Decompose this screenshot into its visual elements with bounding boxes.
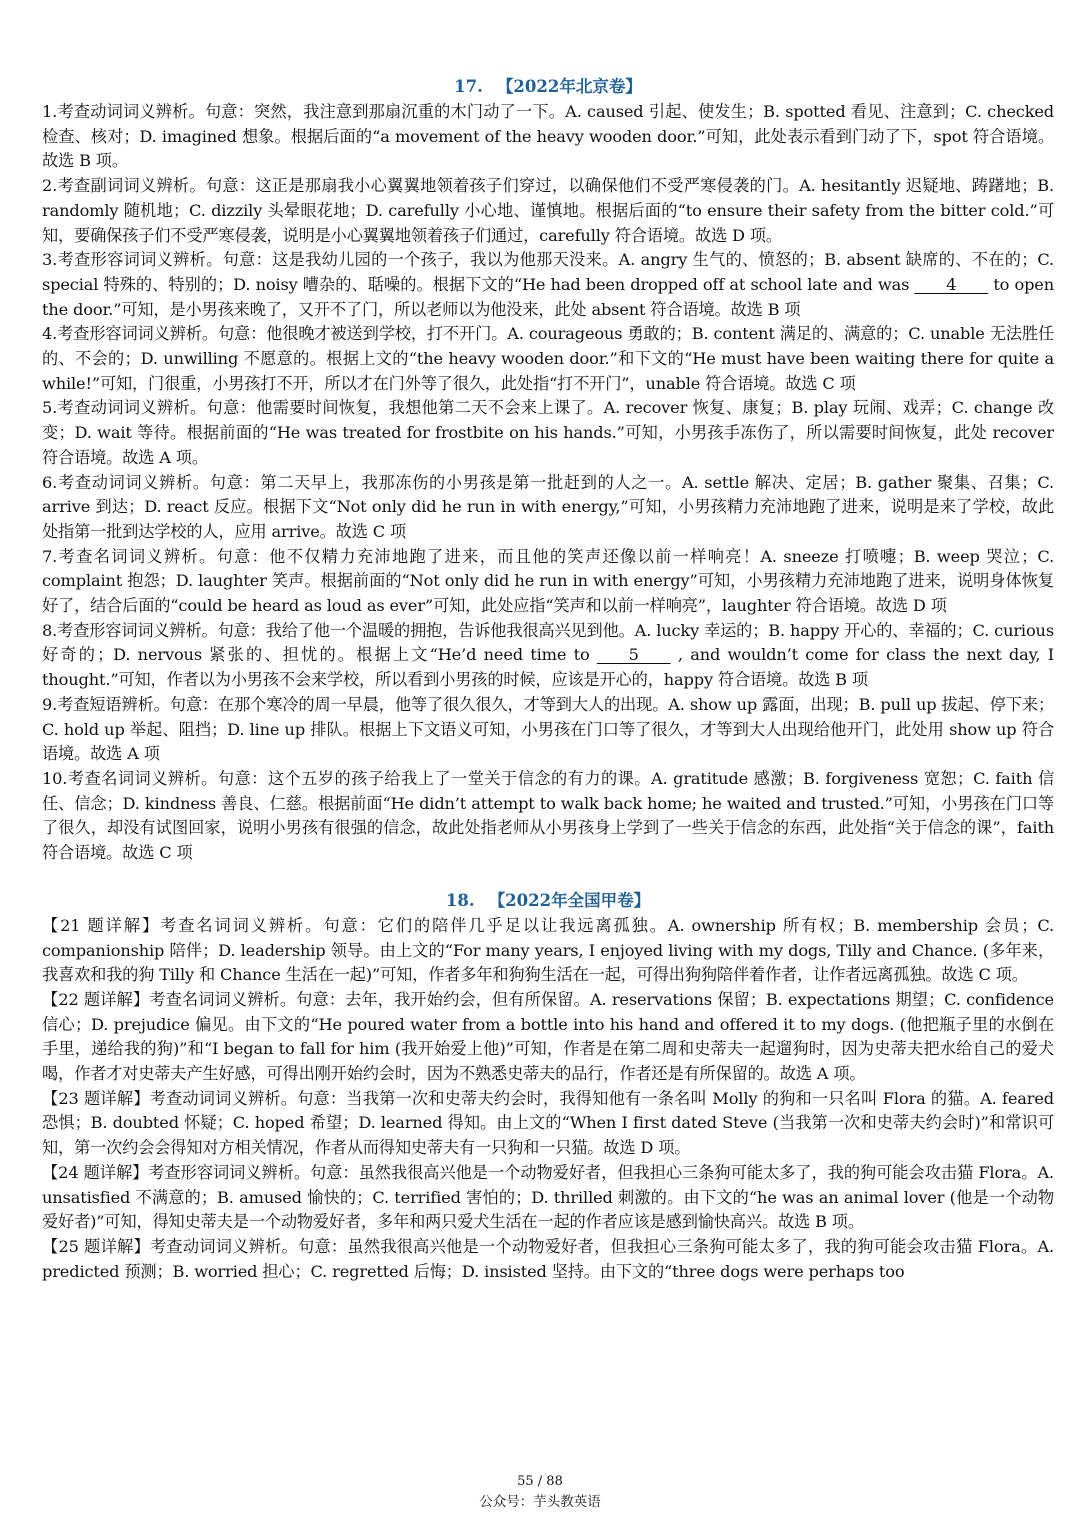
page-source: 公众号：芋头教英语 [479, 1494, 601, 1510]
document-page [42, 74, 1054, 1284]
answer-item-8 [42, 619, 1054, 693]
section-17-number: 17. [454, 77, 483, 96]
section-17-heading [42, 74, 1054, 100]
answer-item-4: 4.考查形容词词义辨析。句意：他很晚才被送到学校，打不开门。A. courageous 勇敢的；B. content 满足的、满意的；C. unable 无法胜任的、不会的；D. unwilling 不愿意的。根据上文的“the heavy wooden door.”和下文的“He must have been waiting there for quite a while!”可知，门很重，小男孩打不开，所以才在门外等了很久，此处指“打不开门”，unable 符合语境。故选 C 项 [42, 324, 1054, 393]
answer-item-3 [42, 248, 1054, 322]
answer-item-9: 9.考查短语辨析。句意：在那个寒冷的周一早晨，他等了很久很久，才等到大人的出现。A. show up 露面，出现；B. pull up 拔起、停下来；C. hold up 举起、阻挡；D. line up 排队。根据上下文语义可知，小男孩在门口等了很久，才等到大人出现给他开门，此处用 show up 符合语境。故选 A 项 [42, 694, 1054, 764]
answer-item-3-blank: ____4____ [914, 274, 989, 294]
answer-item-2: 2.考查副词词义辨析。句意：这正是那扇我小心翼翼地领着孩子们穿过，以确保他们不受严寒侵袭的门。A. hesitantly 迟疑地、踌躇地；B. randomly 随机地；C. dizzily 头晕眼花地；D. carefully 小心地、谨慎地。根据后面的“to ensure their safety from the bitter cold.”可知，要确保孩子们不受严寒侵袭，说明是小心翼翼地领着孩子们通过，carefully 符合语境。故选 D 项。 [42, 176, 1054, 245]
answer-item-10: 10.考查名词词义辨析。句意：这个五岁的孩子给我上了一堂关于信念的有力的课。A. gratitude 感激；B. forgiveness 宽恕；C. faith 信任、信念；D. kindness 善良、仁慈。根据前面“He didn’t attempt to walk back home; he waited and trusted.”可知，小男孩在门口等了很久，却没有试图回家，说明小男孩有很强的信念，故此处指老师从小男孩身上学到了一些关于信念的东西，此处指“关于信念的课”，faith 符合语境。故选 C 项 [42, 768, 1054, 863]
detail-item-22: 【22 题详解】考查名词词义辨析。句意：去年，我开始约会，但有所保留。A. reservations 保留；B. expectations 期望；C. confidence 信心；D. prejudice 偏见。由下文的“He poured water from a bottle into his hand and offered it to my dogs. (他把瓶子里的水倒在手里，递给我的狗)”和“I began to fall for him (我开始爱上他)”可知，作者是在第二周和史蒂夫一起遛狗时，因为史蒂夫把水给自己的爱犬喝，作者才对史蒂夫产生好感，可得出刚开始约会时，因为不熟悉史蒂夫的品行，作者还是有所保留的。故选 A 项。 [42, 989, 1054, 1084]
section-18-number: 18. [445, 890, 475, 910]
detail-item-24: 【24 题详解】考查形容词词义辨析。句意：虽然我很高兴他是一个动物爱好者，但我担心三条狗可能太多了，我的狗可能会攻击猫 Flora。A. unsatisfied 不满意的；B. amused 愉快的；C. terrified 害怕的；D. thrilled 刺激的。由下文的“he was an animal lover (他是一个动物爱好者)”可知，得知史蒂夫是一个动物爱好者，多年和两只爱犬生活在一起的作者应该是感到愉快高兴。故选 B 项。 [42, 1162, 1054, 1232]
section-17-title: 【2022年北京卷】 [496, 77, 642, 96]
answer-item-3-text-a: 3.考查形容词词义辨析。句意：这是我幼儿园的一个孩子，我以为他那天没来。A. angry 生气的、愤怒的；B. absent 缺席的、不在的；C. special 特殊的、特别的；D. noisy 嘈杂的、聒噪的。根据下文的“He had been dropped off at school late and was [42, 250, 1054, 294]
answer-item-5: 5.考查动词词义辨析。句意：他需要时间恢复，我想他第二天不会来上课了。A. recover 恢复、康复；B. play 玩闹、戏弄；C. change 改变；D. wait 等待。根据前面的“He was treated for frostbite on his hands.”可知，小男孩手冻伤了，所以需要时间恢复，此处 recover 符合语境。故选 A 项。 [42, 398, 1054, 467]
answer-item-7: 7.考查名词词义辨析。句意：他不仅精力充沛地跑了进来，而且他的笑声还像以前一样响亮！A. sneeze 打喷嚏；B. weep 哭泣；C. complaint 抱怨；D. laughter 笑声。根据前面的“Not only did he run in with energy”可知，小男孩精力充沛地跑了进来，说明身体恢复好了，结合后面的“could be heard as loud as ever”可知，此处应指“笑声和以前一样响亮”，laughter 符合语境。故选 D 项 [42, 546, 1054, 616]
answer-item-8-text-b: , and wouldn’t come for class the next day, I thought.”可知，作者以为小男孩不会来学校，所以看到小男孩的时候，应该是开心的，happy 符合语境。故选 B 项 [42, 645, 1054, 690]
answer-item-6: 6.考查动词词义辨析。句意：第二天早上，我那冻伤的小男孩是第一批赶到的人之一。A. settle 解决、定居；B. gather 聚集、召集；C. arrive 到达；D. react 反应。根据下文“Not only did he run in with energy,”可知，小男孩精力充沛地跑了进来，说明是来了学校，故此处指第一批到达学校的人，应用 arrive。故选 C 项 [42, 472, 1054, 541]
section-18-title: 【2022年全国甲卷】 [488, 890, 651, 910]
answer-item-8-blank: ____5____ [596, 645, 671, 665]
answer-item-8-text-a: 8.考查形容词词义辨析。句意：我给了他一个温暖的拥抱，告诉他我很高兴见到他。A. lucky 幸运的；B. happy 开心的、幸福的；C. curious 好奇的；D. nervous 紧张的、担忧的。根据上文“He’d need time to [42, 620, 1054, 665]
section-18-heading [42, 888, 1054, 914]
answer-item-3-text-b: to open the door.”可知，是小男孩来晚了，又开不了门，所以老师以为他没来，此处 absent 符合语境。故选 B 项 [42, 274, 1054, 319]
detail-item-21: 【21 题详解】考查名词词义辨析。句意：它们的陪伴几乎足以让我远离孤独。A. ownership 所有权；B. membership 会员；C. companionship 陪伴；D. leadership 领导。由上文的“For many years, I enjoyed living with my dogs, Tilly and Chance. (多年来，我喜欢和我的狗 Tilly 和 Chance 生活在一起)”可知，作者多年和狗狗生活在一起，可得出狗狗陪伴着作者，让作者远离孤独。故选 C 项。 [42, 915, 1054, 985]
answer-item-1: 1.考查动词词义辨析。句意：突然，我注意到那扇沉重的木门动了一下。A. caused 引起、使发生；B. spotted 看见、注意到；C. checked 检查、核对；D. imagined 想象。根据后面的“a movement of the heavy wooden door.”可知，此处表示看到门动了下，spot 符合语境。故选 B 项。 [42, 102, 1054, 171]
page-number: 55 / 88 [517, 1474, 563, 1489]
detail-item-23: 【23 题详解】考查动词词义辨析。句意：当我第一次和史蒂夫约会时，我得知他有一条名叫 Molly 的狗和一只名叫 Flora 的猫。A. feared 恐惧；B. doubted 怀疑；C. hoped 希望；D. learned 得知。由上文的“When I first dated Steve (当我第一次和史蒂夫约会时)”和常识可知，第一次约会会得知对方相关情况，作者从而得知史蒂夫有一只狗和一只猫。故选 D 项。 [42, 1088, 1054, 1158]
detail-item-25: 【25 题详解】考查动词词义辨析。句意：虽然我很高兴他是一个动物爱好者，但我担心三条狗可能太多了，我的狗可能会攻击猫 Flora。A. predicted 预测；B. worried 担心；C. regretted 后悔；D. insisted 坚持。由下文的“three dogs were perhaps too [42, 1236, 1054, 1281]
